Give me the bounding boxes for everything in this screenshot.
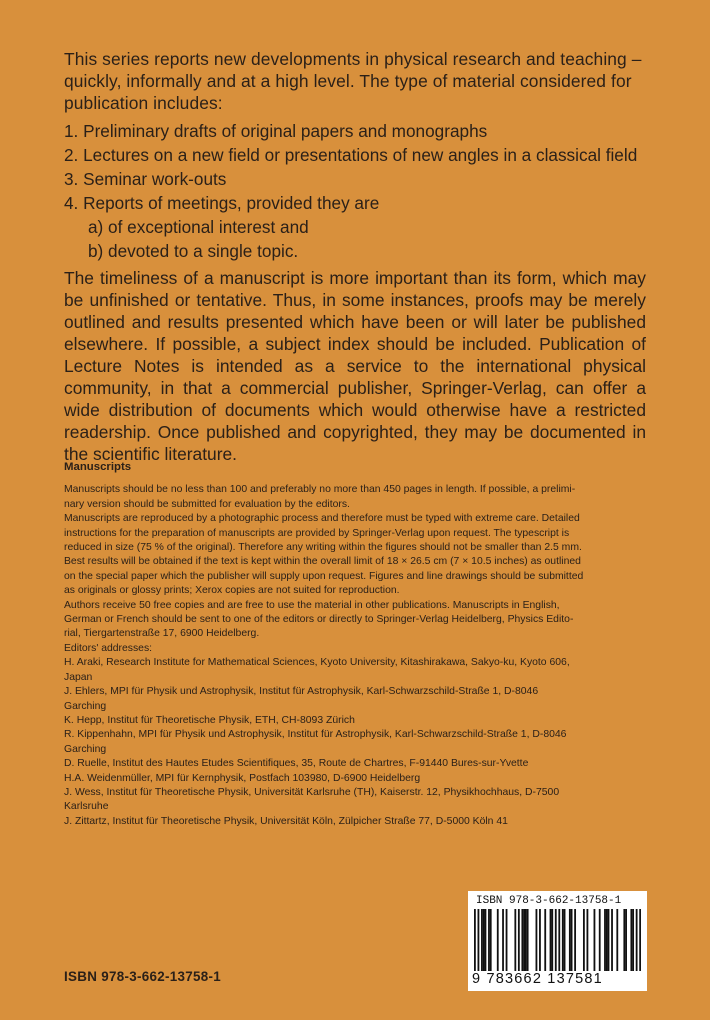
barcode-bar — [630, 909, 632, 971]
barcode-bar — [569, 909, 571, 971]
manuscripts-line: Authors receive 50 free copies and are free to use the material in other publications. Manuscripts in English, — [64, 599, 560, 611]
manuscripts-line: rial, Tiergartenstraße 17, 6900 Heidelberg. — [64, 628, 260, 640]
isbn-label: ISBN 978-3-662-13758-1 — [64, 969, 221, 984]
editor-address: Garching — [64, 743, 107, 755]
list-item: 4. Reports of meetings, provided they are — [64, 193, 380, 213]
barcode-bar — [525, 909, 527, 971]
barcode-bar — [481, 909, 483, 971]
list-subitem: a) of exceptional interest and — [88, 217, 309, 237]
editor-address: H. Araki, Research Institute for Mathematical Sciences, Kyoto University, Kitashirakawa, Sakyo-ku, Kyoto 606, — [64, 657, 570, 669]
barcode-bar — [608, 909, 610, 971]
barcode-bar — [583, 909, 585, 971]
barcode-bars — [474, 909, 641, 971]
barcode-bar — [521, 909, 523, 971]
list-subitem: b) devoted to a single topic. — [88, 241, 299, 261]
editor-address: Karlsruhe — [64, 801, 109, 813]
manuscripts-line: Best results will be obtained if the text is kept within the overall limit of 18 × 26.5 cm (7 × 10.5 inches) as outlined — [64, 556, 581, 568]
editor-address: R. Kippenhahn, MPI für Physik und Astrophysik, Institut für Astrophysik, Karl-Schwarzschild-Straße 1, D-8046 — [64, 729, 567, 741]
barcode-bar — [587, 909, 589, 971]
barcode-bar — [490, 909, 492, 971]
manuscripts-section — [64, 460, 646, 829]
barcode-bar — [518, 909, 520, 971]
barcode-bar — [550, 909, 552, 971]
barcode-bar — [599, 909, 601, 971]
barcode-bar — [474, 909, 476, 971]
manuscripts-line: on the special paper which the publisher will supply upon request. Figures and line drawings should be submitted — [64, 570, 584, 582]
barcode-bar — [562, 909, 564, 971]
barcode-digits: 9 783662 137581 — [472, 971, 603, 987]
barcode-bar — [485, 909, 487, 971]
barcode-isbn-label: ISBN 978-3-662-13758-1 — [476, 895, 622, 907]
barcode-bar — [502, 909, 504, 971]
editor-address: Japan — [64, 671, 93, 683]
editor-address: J. Wess, Institut für Theoretische Physik, Universität Karlsruhe (TH), Kaiserstr. 12, Physikhochhaus, D-7500 — [64, 786, 560, 798]
barcode-bar — [527, 909, 529, 971]
barcode-bar — [497, 909, 499, 971]
editor-address: H.A. Weidenmüller, MPI für Kernphysik, Postfach 103980, D-6900 Heidelberg — [64, 772, 421, 784]
barcode-bar — [564, 909, 566, 971]
isbn-barcode — [468, 891, 647, 991]
editor-address: J. Ehlers, MPI für Physik und Astrophysik, Institut für Astrophysik, Karl-Schwarzschild-Straße 1, D-8046 — [64, 686, 539, 698]
barcode-bar — [571, 909, 573, 971]
barcode-bar — [611, 909, 613, 971]
barcode-bar — [558, 909, 560, 971]
manuscripts-line: as originals or glossy prints; Xerox copies are not suited for reproduction. — [64, 585, 400, 597]
barcode-bar — [523, 909, 525, 971]
barcode-bar — [488, 909, 490, 971]
barcode-bar — [625, 909, 627, 971]
barcode-bar — [639, 909, 641, 971]
intro-paragraph — [64, 48, 654, 115]
manuscripts-line: Manuscripts are reproduced by a photographic process and therefore must be typed with extreme care. Detailed — [64, 513, 580, 525]
barcode-bar — [478, 909, 480, 971]
editor-address: J. Zittartz, Institut für Theoretische Physik, Universität Köln, Zülpicher Straße 77, D-5000 Köln 41 — [64, 815, 508, 827]
manuscripts-line: nary version should be submitted for evaluation by the editors. — [64, 498, 350, 510]
barcode-bar — [623, 909, 625, 971]
barcode-bar — [632, 909, 634, 971]
barcode-bar — [606, 909, 608, 971]
manuscripts-line: German or French should be sent to one of the editors or directly to Springer-Verlag Heidelberg, Physics Edito- — [64, 614, 574, 626]
manuscripts-line: reduced in size (75 % of the original). Therefore any writing within the figures should not be smaller than 2.5 mm. — [64, 542, 582, 554]
barcode-bar — [616, 909, 618, 971]
barcode-bar — [574, 909, 576, 971]
barcode-bar — [594, 909, 596, 971]
intro-text: This series reports new developments in physical research and teaching – quickly, informally and at a high level. The type of material considered for publication includes: — [64, 49, 642, 114]
manuscripts-heading: Manuscripts — [64, 461, 132, 473]
editors-heading: Editors' addresses: — [64, 642, 153, 654]
list-item: 1. Preliminary drafts of original papers and monographs — [64, 121, 488, 141]
editor-address: D. Ruelle, Institut des Hautes Etudes Scientifiques, 35, Route de Chartres, F-91440 Bures-sur-Yvette — [64, 758, 529, 770]
timeliness-paragraph: The timeliness of a manuscript is more important than its form, which may be unfinished or tentative. Thus, in some instances, proofs may be merely outlined and results presented which have been or will later be published elsewhere. If possible, a subject index should be included. Publication of Lecture Notes is intended as a service to the international physical community, in that a commercial publisher, Springer-Verlag, can offer a wide distribution of documents which would otherwise have a restricted readership. Once published and copyrighted, they may be documented in the scientific literature. — [64, 268, 646, 464]
barcode-bar — [604, 909, 606, 971]
barcode-bar — [483, 909, 485, 971]
manuscripts-line: Manuscripts should be no less than 100 and preferably no more than 450 pages in length. If possible, a prelimi- — [64, 484, 576, 496]
list-item: 3. Seminar work-outs — [64, 169, 227, 189]
barcode-bar — [539, 909, 541, 971]
material-list — [64, 119, 664, 263]
barcode-bar — [536, 909, 538, 971]
barcode-bar — [551, 909, 553, 971]
barcode-bar — [555, 909, 557, 971]
editor-address: Garching — [64, 700, 107, 712]
editor-address: K. Hepp, Institut für Theoretische Physik, ETH, CH-8093 Zürich — [64, 714, 355, 726]
list-item: 2. Lectures on a new field or presentations of new angles in a classical field — [64, 145, 638, 165]
barcode-bar — [506, 909, 508, 971]
barcode-bar — [636, 909, 638, 971]
barcode-bar — [514, 909, 516, 971]
barcode-bar — [544, 909, 546, 971]
manuscripts-line: instructions for the preparation of manuscripts are provided by Springer-Verlag upon request. The typescript is — [64, 527, 570, 539]
